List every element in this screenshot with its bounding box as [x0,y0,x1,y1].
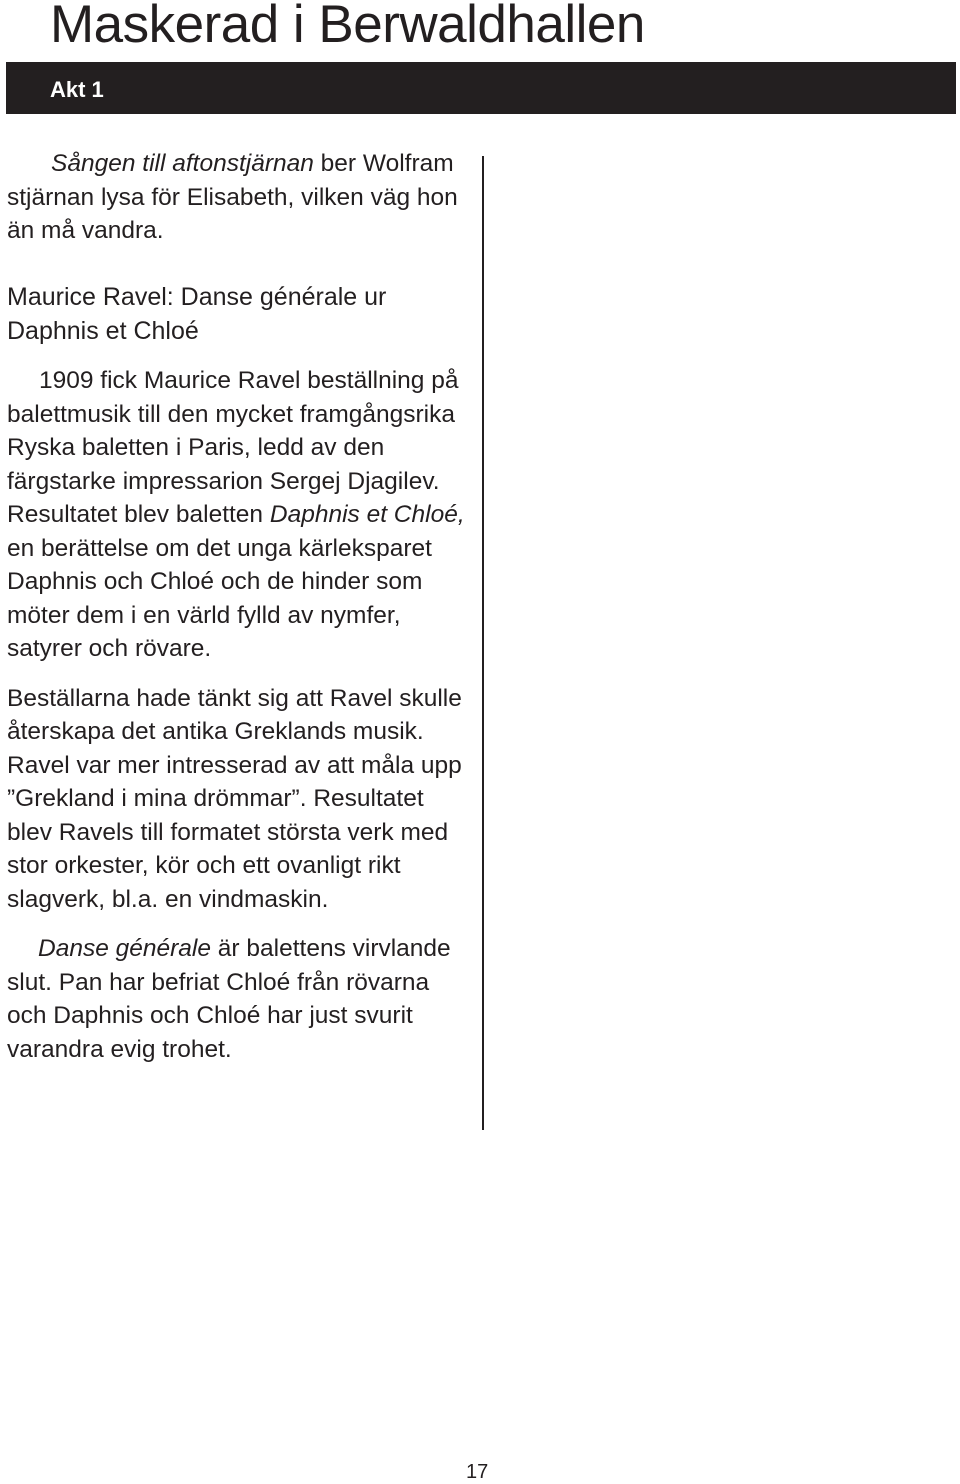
text-column [7,147,467,1066]
page-number: 17 [466,1461,489,1483]
column-divider [482,156,484,1130]
paragraph-commission: Beställarna hade tänkt sig att Ravel skulle återskapa det antika Greklands musik. Ravel var mer intresserad av att måla upp ”Grekland i mina drömmar”. Resultatet blev Ravels till formatet största verk med stor orkester, kör och ett ovanligt rikt slagverk, bl.a. en vindmaskin. [7,684,462,913]
paragraph-intro-emphasis: Sången till aftonstjärnan [51,150,314,177]
paragraph-background-emphasis: Daphnis et Chloé, [269,501,465,528]
paragraph-ending-text: är balettens virvlande slut. Pan har befriat Chloé från rövarna och Daphnis och Chloé har just svurit varandra evig trohet. [7,935,451,1063]
paragraph-ending-emphasis: Danse générale [38,935,211,962]
page-title: Maskerad i Berwaldhallen [50,0,645,54]
paragraph-background-text-2: en berättelse om det unga kärleksparet Daphnis och Chloé och de hinder som möter dem i en värld fylld av nymfer, satyrer och rövare. [7,534,432,662]
paragraph-background [7,364,467,666]
paragraph-ending [7,932,467,1066]
section-header-bar [6,62,956,114]
paragraph-background-text-1: 1909 fick Maurice Ravel beställning på balettmusik till den mycket framgångsrika Ryska baletten i Paris, ledd av den färgstarke impressarion Sergej Djagilev. Resultatet blev baletten [7,367,459,528]
section-label: Akt 1 [50,77,104,102]
paragraph-intro-text: ber Wolfram stjärnan lysa för Elisabeth, vilken väg hon än må vandra. [7,150,458,244]
paragraph-intro [7,147,467,248]
section-heading: Maurice Ravel: Danse générale ur Daphnis et Chloé [7,283,387,345]
